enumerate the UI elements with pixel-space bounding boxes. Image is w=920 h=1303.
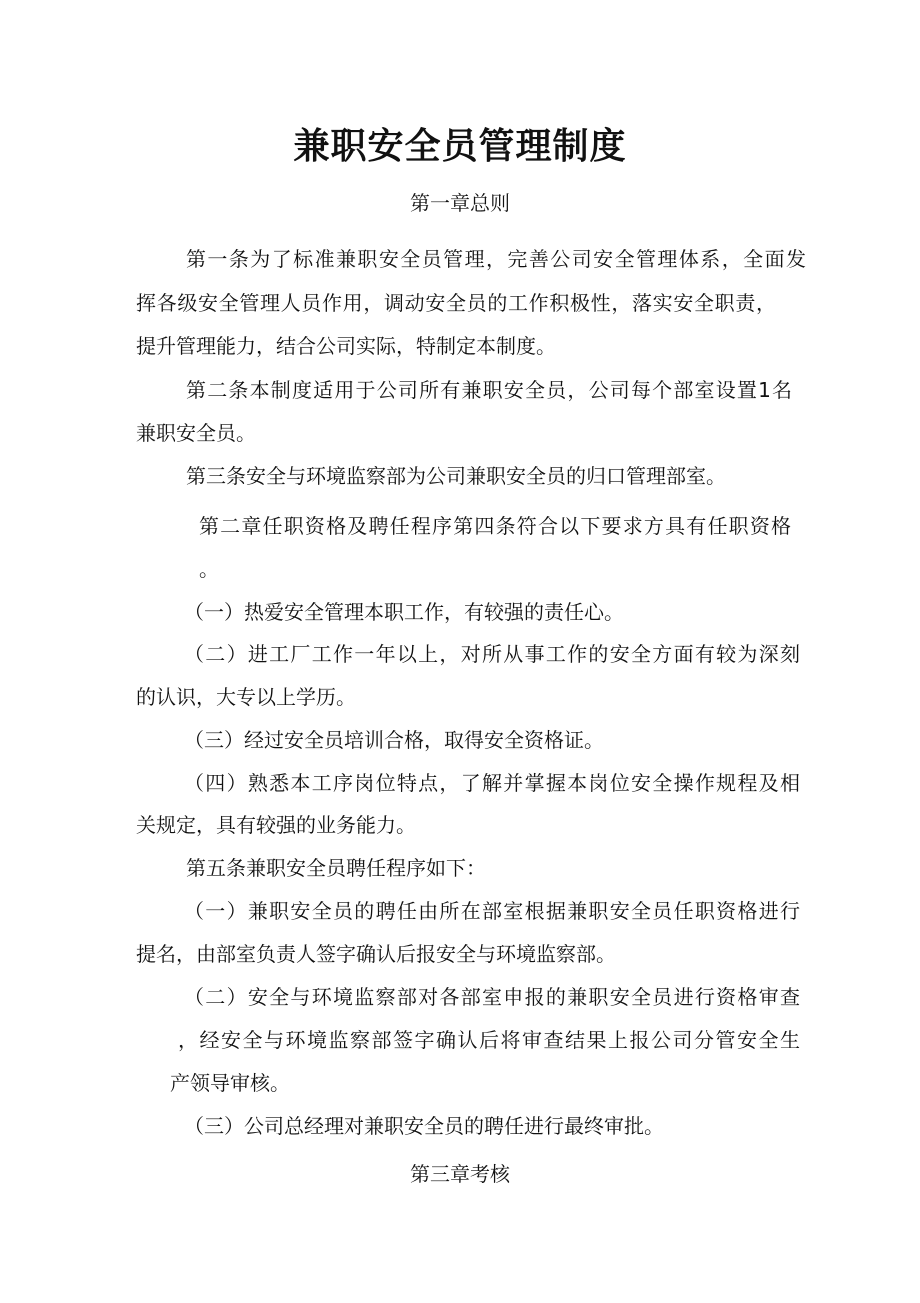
chapter-3-heading: 第三章考核 [410, 1162, 510, 1186]
requirement-4-line-2: 关规定，具有较强的业务能力。 [136, 813, 416, 837]
procedure-2-line-3: 产领导审核。 [170, 1071, 290, 1095]
requirement-2-line-1: （二）进工厂工作一年以上，对所从事工作的安全方面有较为深刻 [184, 642, 800, 666]
procedure-1-line-1: （一）兼职安全员的聘任由所在部室根据兼职安全员任职资格进行 [184, 899, 800, 923]
procedure-2-line-1: （二）安全与环境监察部对各部室申报的兼职安全员进行资格审查 [184, 985, 800, 1009]
document-title: 兼职安全员管理制度 [293, 126, 627, 167]
article-3: 第三条安全与环境监察部为公司兼职安全员的归口管理部室。 [186, 464, 726, 488]
requirement-4-line-1: （四）熟悉本工序岗位特点，了解并掌握本岗位安全操作规程及相 [184, 771, 800, 795]
article-5: 第五条兼职安全员聘任程序如下： [186, 856, 486, 880]
article-1-line-3: 提升管理能力，结合公司实际，特制定本制度。 [136, 334, 556, 358]
requirement-1: （一）热爱安全管理本职工作，有较强的责任心。 [184, 600, 624, 624]
requirement-2-line-2: 的认识，大专以上学历。 [136, 685, 356, 709]
article-2-line-2: 兼职安全员。 [136, 421, 256, 445]
procedure-3: （三）公司总经理对兼职安全员的聘任进行最终审批。 [184, 1114, 664, 1138]
requirement-3: （三）经过安全员培训合格，取得安全资格证。 [184, 728, 604, 752]
chapter-1-heading: 第一章总则 [410, 191, 510, 215]
article-1-line-1: 第一条为了标准兼职安全员管理，完善公司安全管理体系，全面发 [186, 247, 806, 271]
procedure-1-line-2: 提名，由部室负责人签字确认后报安全与环境监察部。 [136, 942, 616, 966]
chapter-2-article-4-line-2: 。 [199, 557, 219, 581]
procedure-2-line-2: ，经安全与环境监察部签字确认后将审查结果上报公司分管安全生 [178, 1028, 800, 1052]
article-2-line-1: 第二条本制度适用于公司所有兼职安全员，公司每个部室设置1名 [186, 378, 792, 402]
article-1-line-2: 挥各级安全管理人员作用，调动安全员的工作积极性，落实安全职责， [136, 291, 776, 315]
chapter-2-article-4-line-1: 第二章任职资格及聘任程序第四条符合以下要求方具有任职资格 [199, 514, 791, 538]
